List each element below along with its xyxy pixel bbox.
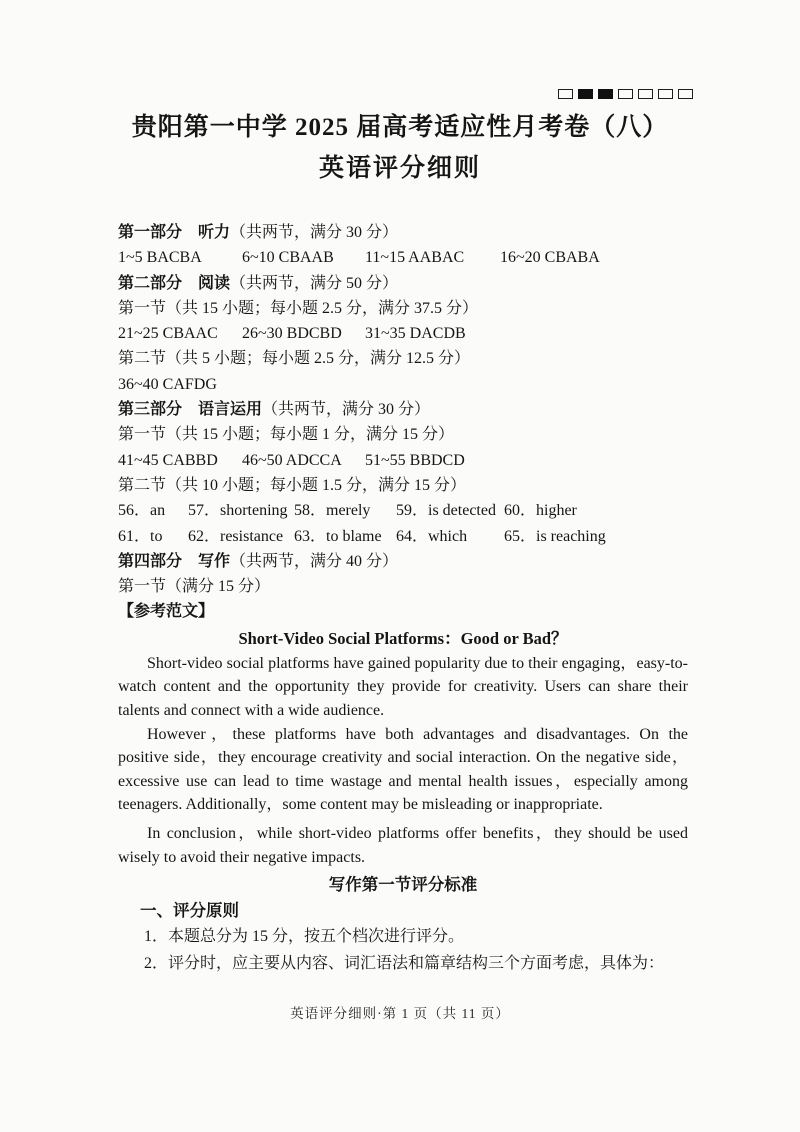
answer-group: 51~55 BBDCD [365,451,465,469]
answer-group: 1~5 BACBA [118,249,202,267]
registration-mark [618,89,633,99]
answer-group: 21~25 CBAAC [118,325,218,343]
answer-item: 61．to [118,527,163,545]
registration-mark [578,89,593,99]
registration-mark [598,89,613,99]
answer-item: 57．shortening [188,502,288,520]
answer-group: 6~10 CBAAB [242,249,334,267]
listening-answers-row [118,245,688,270]
language-section2-heading: 第二节（共 10 小题；每小题 1.5 分，满分 15 分） [118,476,467,494]
answer-item: 58．merely [294,502,371,520]
answer-item: 65．is reaching [504,527,606,545]
rubric-item-1: 1．本题总分为 15 分，按五个档次进行评分。 [144,928,465,946]
answer-item: 60．higher [504,502,577,520]
answer-group: 41~45 CABBD [118,451,218,469]
fill-answers-row-61-65 [118,524,688,549]
part2-label: 第二部分 阅读 [118,274,231,292]
part1-label: 第一部分 听力 [118,224,231,241]
reading-section2-heading: 第二节（共 5 小题；每小题 2.5 分，满分 12.5 分） [118,350,471,368]
answer-item: 59．is detected [396,502,496,520]
part4-meta: （共两节，满分 40 分） [230,552,399,570]
part2-heading [118,271,688,296]
answer-group: 46~50 ADCCA [242,451,342,469]
answer-group: 31~35 DACDB [365,325,466,343]
page-footer: 英语评分细则·第 1 页（共 11 页） [290,1006,510,1021]
answer-group: 26~30 BDCBD [242,325,342,343]
answer-item: 62．resistance [188,527,284,545]
answer-key-content [118,220,688,977]
reading-section1-heading: 第一节（共 15 小题；每小题 2.5 分，满分 37.5 分） [118,299,479,317]
registration-mark [638,89,653,99]
part4-label: 第四部分 写作 [118,552,231,570]
part3-label: 第三部分 语言运用 [118,401,263,419]
language1-answers-row [118,448,688,473]
fill-answers-row-56-60 [118,498,688,523]
document-title: 贵阳第一中学 2025 届高考适应性月考卷（八） [131,114,669,141]
rubric-principles-heading: 一、评分原则 [140,901,239,921]
part3-heading [118,397,688,422]
reading1-answers-row [118,321,688,346]
writing-section1-heading: 第一节（满分 15 分） [118,578,271,596]
essay-title: Short-Video Social Platforms：Good or Bad？ [238,628,568,648]
document-subtitle: 英语评分细则 [318,155,481,182]
part4-heading [118,549,688,574]
part2-meta: （共两节，满分 50 分） [230,274,399,292]
answer-group: 16~20 CBABA [500,249,600,267]
language-section1-heading: 第一节（共 15 小题；每小题 1 分，满分 15 分） [118,426,455,444]
part1-heading [118,220,688,245]
answer-group: 11~15 AABAC [365,249,465,267]
answer-item: 56．an [118,502,166,520]
essay-paragraph-3: In conclusion，while short-video platforms offer benefits，they should be used wisely to avoid their negative impacts. [118,824,688,866]
essay-paragraph-1: Short-video social platforms have gained popularity due to their engaging，easy-to-watch content and the opportunity they provide for creativity. Users can share their talents and connect with a wide audience. [118,654,688,719]
registration-mark [678,89,693,99]
answer-item: 64．which [396,527,468,545]
rubric-item-2: 2．评分时，应主要从内容、词汇语法和篇章结构三个方面考虑，具体为： [144,954,665,972]
reading2-answers-row: 36~40 CAFDG [118,375,217,393]
registration-marks [558,89,693,99]
part3-meta: （共两节，满分 30 分） [262,401,431,419]
answer-item: 63．to blame [294,527,382,545]
reference-essay-label: 【参考范文】 [118,603,215,621]
essay-paragraph-2: However，these platforms have both advantages and disadvantages. On the positive side，they encourage creativity and social interaction. On the negative side，excessive use can lead to time wastage and mental health issues，especially among teenagers. Additionally，some content may be misleading or inappropriate. [118,725,688,814]
registration-mark [558,89,573,99]
rubric-heading: 写作第一节评分标准 [328,875,478,895]
part1-meta: （共两节，满分 30 分） [230,224,399,241]
registration-mark [658,89,673,99]
